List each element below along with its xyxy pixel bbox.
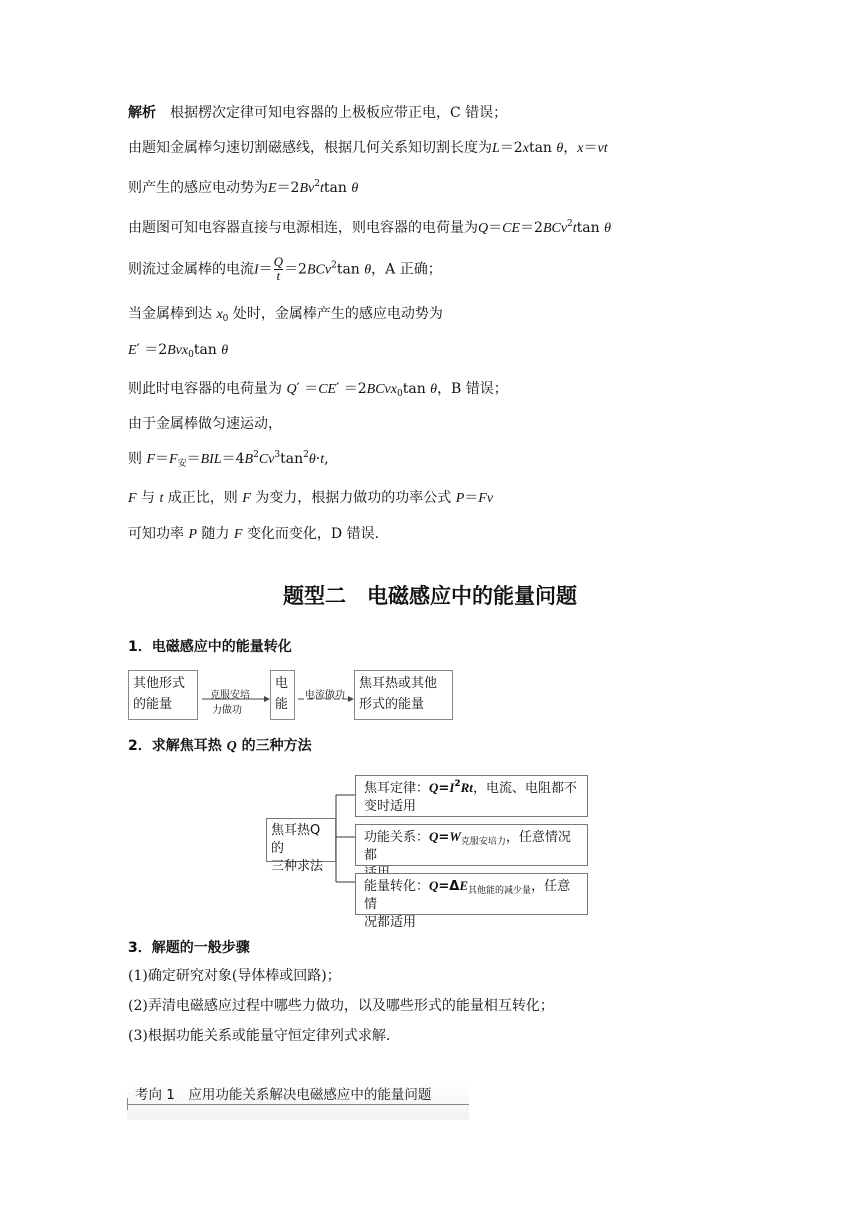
analysis-text-5a: 则流过金属棒的电流 (128, 261, 254, 278)
analysis-text-1: 根据楞次定律可知电容器的上极板应带正电，C 错误； (170, 105, 508, 121)
analysis-text-10a: 则 (128, 451, 142, 467)
kaoxiang-title: 考向 1 应用功能关系解决电磁感应中的能量问题 (135, 1087, 432, 1103)
analysis-line-3: 则产生的感应电动势为$E=2Bv^2ttan$ θ (128, 179, 359, 196)
analysis-line-7: E′ ＝2Bvx$_0$tan θ (128, 342, 229, 360)
energy-box-other-line1: 其他形式 (133, 676, 186, 691)
part2-heading (128, 736, 312, 757)
energy-box-electric-line2: 能 (275, 697, 289, 712)
method-energy-sub: 其他能的减少量 (468, 886, 532, 896)
analysis-line-8: 则此时电容器的电荷量为 Q′ ＝CE′ ＝2BCvx$_0$tan θ，B 错误； (128, 381, 508, 399)
method-energy-label: 能量转化： (364, 879, 430, 894)
method-work-box: 功能关系：$Q=W_{克服安培力}$，任意情况都 (355, 824, 588, 866)
analysis-text-8b: ，B 错误； (437, 381, 508, 397)
method-energy-text: ，任意情 (364, 879, 571, 912)
method-joule-box: 焦耳定律：$Q=I^2Rt$，电流、电阻都不 变时适用 (355, 775, 588, 817)
arrow1-icon (200, 692, 270, 706)
analysis-text-12a: 可知功率 (128, 526, 184, 542)
part1-heading: 1．电磁感应中的能量转化 (128, 639, 292, 655)
analysis-line-9 (128, 414, 282, 434)
analysis-line-5: 则流过金属棒的电流I＝ $\frac{Q}{t}$ ＝2BCv$^2$tan θ，A 正确； (128, 254, 442, 283)
part3-heading: 3．解题的一般步骤 (128, 940, 250, 956)
analysis-line-2: 由题知金属棒匀速切割磁感线，根据几何关系知切割长度为L＝2xtan θ，x＝vt (128, 140, 608, 156)
analysis-label: 解析 (128, 105, 156, 121)
analysis-text-11b: 成正比，则 (167, 490, 238, 506)
analysis-text-6: 当金属棒到达 (128, 306, 212, 322)
analysis-text-5b: ，A 正确； (371, 261, 442, 278)
analysis-text-4: 由题图可知电容器直接与电源相连，则电容器的电荷量为 (128, 220, 478, 236)
method-root-line1: 焦耳热Q的 (271, 823, 321, 856)
part2-heading-a: 2．求解焦耳热 (128, 738, 222, 754)
method-root-box (266, 818, 336, 874)
method-joule-text-2: 变时适用 (364, 799, 417, 814)
method-work-sub: 克服安培力 (460, 837, 506, 847)
energy-box-heat (354, 670, 453, 720)
analysis-line-12: 可知功率 P 随力 F 变化而变化，D 错误. (128, 526, 380, 542)
analysis-line-1 (128, 103, 507, 123)
method-energy-text-2: 况都适用 (364, 915, 417, 930)
method-joule-label: 焦耳定律： (364, 781, 430, 796)
method-work-label: 功能关系： (364, 830, 430, 845)
analysis-line-10: 则 $F=F_安=BIL=4B^2Cv^3\tan^2\theta\cdot t$, (128, 450, 329, 469)
analysis-text-11a: 与 (141, 490, 156, 506)
energy-box-electric (270, 670, 295, 720)
part2-heading-b: 的三种方法 (241, 738, 312, 754)
analysis-text-11c: 为变力，根据力做功的功率公式 (255, 490, 452, 506)
section-title: 题型二 电磁感应中的能量问题 (283, 584, 577, 608)
analysis-text-8a: 则此时电容器的电荷量为 (128, 381, 282, 397)
analysis-line-11: F 与 t 成正比，则 F 为变力，根据力做功的功率公式 P＝Fv (128, 490, 494, 506)
arrow2-icon (296, 692, 356, 706)
analysis-text-3: 则产生的感应电动势为 (128, 180, 268, 196)
analysis-text-6b: 处时，金属棒产生的感应电动势为 (232, 306, 443, 322)
part3-step-1: (1)确定研究对象(导体棒或回路)； (128, 968, 341, 984)
energy-box-heat-line2: 形式的能量 (359, 697, 425, 712)
energy-box-heat-line1: 焦耳热或其他 (359, 676, 438, 691)
part3-step-2: (2)弄清电磁感应过程中哪些力做功，以及哪些形式的能量相互转化； (128, 998, 554, 1014)
analysis-line-6: 当金属棒到达 $x_0$ 处时，金属棒产生的感应电动势为 (128, 306, 443, 324)
energy-box-other-line2: 的能量 (133, 697, 173, 712)
analysis-line-4: 由题图可知电容器直接与电源相连，则电容器的电荷量为Q＝CE＝2BCv$^2$ttan θ (128, 219, 612, 236)
kaoxiang-banner (127, 1080, 469, 1120)
energy-box-other (128, 670, 198, 720)
method-root-line2: 三种求法 (271, 859, 324, 874)
arrow1-label-2: 力做功 (212, 705, 242, 716)
arrow1-label-1: 克服安培 (210, 690, 250, 701)
analysis-text-2: 由题知金属棒匀速切割磁感线，根据几何关系知切割长度为 (128, 140, 492, 156)
analysis-text-12c: 变化而变化，D 错误. (246, 526, 380, 542)
fraction-q-over-t: $\frac{Q}{t}$ (273, 254, 284, 283)
method-energy-box: 能量转化：$Q=\Delta E_{其他能的减少量}$，任意情 况都适用 (355, 873, 588, 915)
part2-heading-q: Q (226, 739, 237, 754)
method-work-text: ，任意情况都 (364, 830, 571, 863)
energy-box-electric-line1: 电 (275, 676, 289, 691)
part3-step-3: (3)根据功能关系或能量守恒定律列式求解. (128, 1028, 391, 1044)
kaoxiang-underline (127, 1104, 469, 1105)
kaoxiang-tick (127, 1098, 128, 1110)
analysis-text-12b: 随力 (201, 526, 230, 542)
method-joule-text: ，电流、电阻都不 (472, 781, 577, 796)
analysis-text-9: 由于金属棒做匀速运动， (128, 416, 282, 432)
arrow2-label: 电流做功 (305, 690, 345, 701)
